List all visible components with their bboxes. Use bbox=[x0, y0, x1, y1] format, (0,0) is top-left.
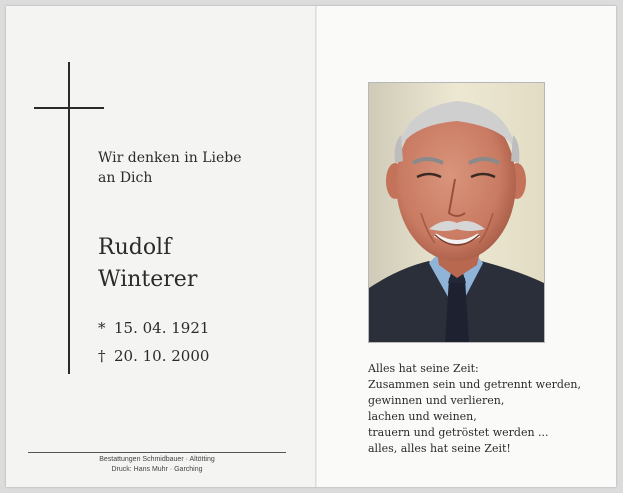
memorial-text: Wir denken in Liebe an Dich bbox=[98, 150, 242, 186]
death-row bbox=[98, 347, 209, 375]
birth-row bbox=[98, 319, 209, 347]
funeral-home: Bestattungen Schmidbauer · Altötting bbox=[99, 456, 215, 463]
poem-line: alles, alles hat seine Zeit! bbox=[368, 442, 511, 455]
poem bbox=[368, 361, 581, 457]
birth-symbol: * bbox=[98, 319, 106, 337]
poem-line: Alles hat seine Zeit: bbox=[368, 362, 479, 375]
poem-line: trauern und getröstet werden ... bbox=[368, 426, 549, 439]
death-symbol: † bbox=[98, 347, 106, 365]
poem-line: lachen und weinen, bbox=[368, 410, 477, 423]
first-name: Rudolf bbox=[98, 235, 172, 260]
birth-date: 15. 04. 1921 bbox=[114, 319, 210, 337]
printer-credits bbox=[28, 455, 286, 475]
last-name: Winterer bbox=[98, 267, 198, 292]
printer: Druck: Hans Muhr · Garching bbox=[111, 466, 203, 473]
poem-line: gewinnen und verlieren, bbox=[368, 394, 505, 407]
card-left-panel bbox=[6, 6, 315, 487]
cross-icon-bar bbox=[34, 107, 104, 109]
portrait-illustration bbox=[369, 83, 544, 342]
poem-line: Zusammen sein und getrennt werden, bbox=[368, 378, 581, 391]
life-dates bbox=[98, 319, 209, 375]
deceased-name bbox=[98, 232, 197, 296]
death-date: 20. 10. 2000 bbox=[114, 347, 210, 365]
portrait-photo bbox=[368, 82, 545, 343]
footer-divider bbox=[28, 452, 286, 453]
